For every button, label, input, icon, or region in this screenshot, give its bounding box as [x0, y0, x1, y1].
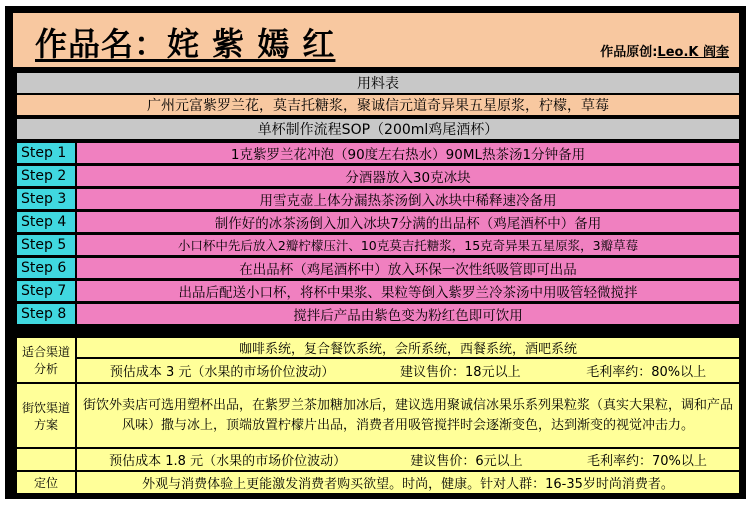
step-label: Step 3	[16, 188, 76, 210]
header-bar	[12, 12, 740, 68]
author-name: Leo.K 阎奎	[657, 45, 729, 60]
step-text: 制作好的冰茶汤倒入加入冰块7分满的出品杯（鸡尾酒杯中）备用	[76, 211, 740, 233]
step-text: 1克紫罗兰花冲泡（90度左右热水）90ML热茶汤1分钟备用	[76, 142, 740, 164]
step-text: 搅拌后产品由紫色变为粉红色即可饮用	[76, 303, 740, 325]
suggested-price-1: 建议售价：18元以上	[400, 365, 521, 380]
gross-margin-2: 毛利率约：70%以上	[586, 454, 707, 469]
gross-margin-1: 毛利率约：80%以上	[586, 365, 707, 380]
author-prefix: 作品原创:	[600, 45, 658, 60]
plan-label-line1: 街饮渠道	[21, 400, 70, 415]
ingredients-list: 广州元富紫罗兰花，莫吉托糖浆，聚诚信元道奇异果五星原浆，柠檬，草莓	[16, 94, 740, 116]
step-label: Step 4	[16, 211, 76, 233]
pricing-row-1	[76, 358, 740, 383]
positioning-category	[16, 471, 76, 494]
step-label: Step 6	[16, 257, 76, 279]
sop-heading: 单杯制作流程SOP（200ml鸡尾酒杯）	[16, 118, 740, 140]
channel-label-line2: 分析	[33, 362, 58, 376]
step-label: Step 8	[16, 303, 76, 325]
step-label: Step 2	[16, 165, 76, 187]
step-text: 用雪克壶上体分漏热茶汤倒入冰块中稀释速冷备用	[76, 188, 740, 210]
step-label: Step 1	[16, 142, 76, 164]
pricing-category-2	[16, 448, 76, 471]
step-text: 分酒器放入30克冰块	[76, 165, 740, 187]
channel-category	[16, 337, 76, 383]
step-text: 在出品杯（鸡尾酒杯中）放入环保一次性纸吸管即可出品	[76, 257, 740, 279]
ingredients-heading: 用料表	[16, 72, 740, 94]
step-label: Step 5	[16, 234, 76, 256]
suggested-price-2: 建议售价：6元以上	[410, 454, 523, 469]
positioning-label: 定位	[33, 476, 58, 490]
pricing-row-2	[76, 448, 740, 471]
street-category	[16, 383, 76, 448]
street-plan-text: 街饮外卖店可选用塑杯出品，在紫罗兰茶加糖加冰后，建议选用聚诚信冰果乐系列果粒浆（真实大果粒，调和产品风味）撒与冰上，顶端放置柠檬片出品，消费者用吸管搅拌时会逐渐变色，达到渐变的视觉冲击力。	[76, 383, 740, 448]
channel-label-line1: 适合渠道	[21, 345, 70, 359]
author-credit	[600, 41, 729, 60]
step-label: Step 7	[16, 280, 76, 302]
plan-label-line2: 方案	[33, 417, 58, 432]
step-text: 出品后配送小口杯，将杯中果浆、果粒等倒入紫罗兰冷茶汤中用吸管轻微搅拌	[76, 280, 740, 302]
cost-estimate-2: 预估成本 1.8 元（水果的市场价位波动）	[109, 454, 347, 469]
cost-estimate-1: 预估成本 3 元（水果的市场价位波动）	[109, 365, 335, 380]
work-title: 作品名：姹 紫 嫣 红	[35, 25, 336, 63]
step-text: 小口杯中先后放入2瓣柠檬压汁、10克莫吉托糖浆，15克奇异果五星原浆，3瓣草莓	[76, 234, 740, 256]
positioning-text: 外观与消费体验上更能激发消费者购买欲望。时尚，健康。针对人群：16-35岁时尚消费者。	[76, 471, 740, 494]
channel-list: 咖啡系统，复合餐饮系统，会所系统，西餐系统，酒吧系统	[76, 337, 740, 358]
